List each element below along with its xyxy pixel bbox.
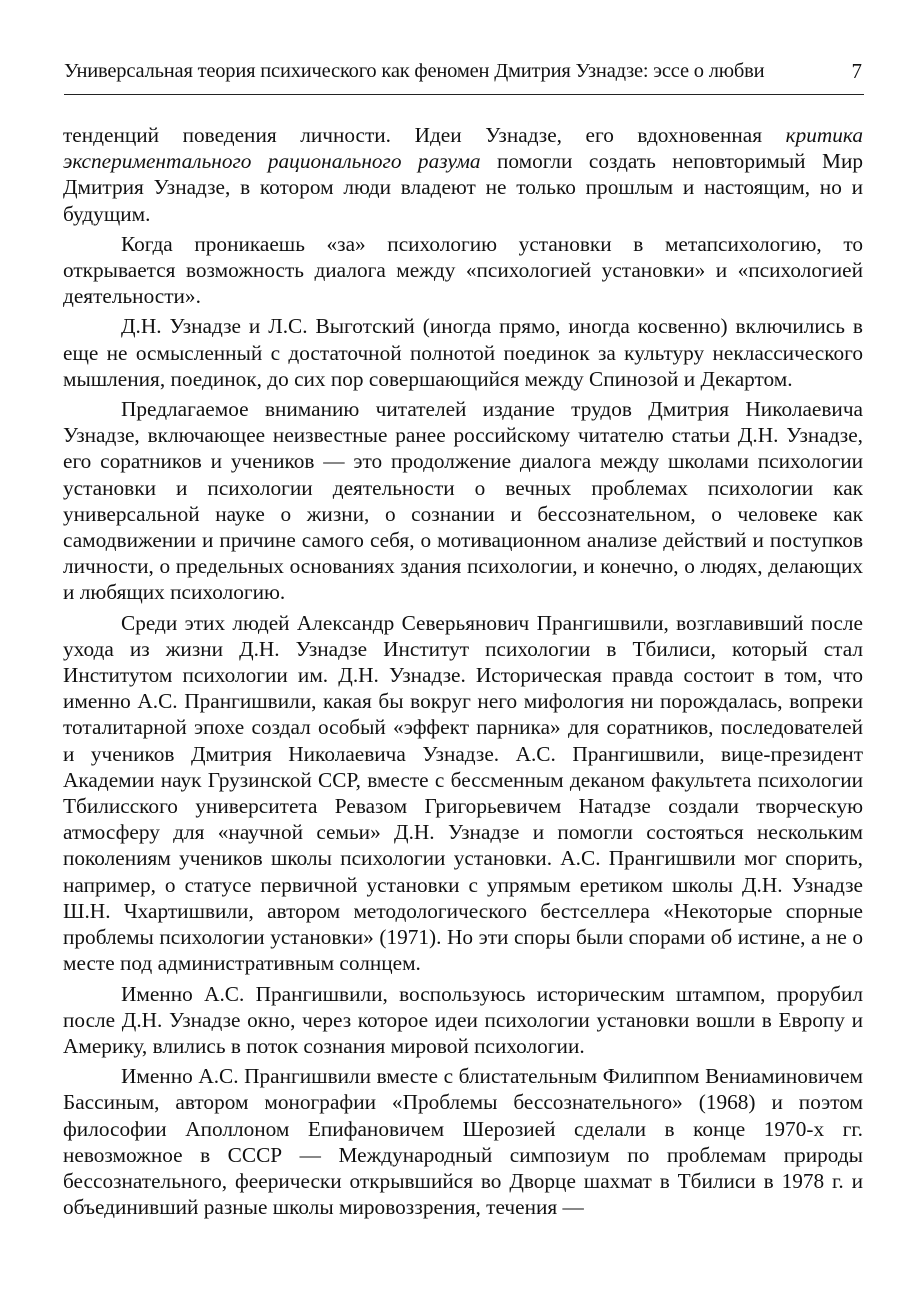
- running-header: [64, 58, 864, 95]
- paragraph: Именно А.С. Прангишвили вместе с блистательным Филиппом Вениаминовичем Бассиным, автором монографии «Проблемы бессознательного» (1968) и поэтом философии Аполлоном Епифановичем Шерозией сделали в конце 1970-х гг. невозможное в СССР — Международный симпозиум по проблемам природы бессознательного, феерически открывшийся во Дворце шахмат в Тбилиси в 1978 г. и объединивший разные школы мировоззрения, течения —: [63, 1064, 863, 1220]
- paragraph: Среди этих людей Александр Северьянович Прангишвили, возглавивший после ухода из жизни Д.Н. Узнадзе Институт психологии в Тбилиси, который стал Институтом психологии им. Д.Н. Узнадзе. Историческая правда состоит в том, что именно А.С. Прангишвили, какая бы вокруг него мифология ни порождалась, вопреки тоталитарной эпохе создал особый «эффект парника» для соратников, последователей и учеников Дмитрия Николаевича Узнадзе. А.С. Прангишвили, вице-президент Академии наук Грузинской ССР, вместе с бессменным деканом факультета психологии Тбилисского университета Ревазом Григорьевичем Натадзе создали творческую атмосферу для «научной семьи» Д.Н. Узнадзе и помогли состояться нескольким поколениям учеников школы психологии установки. А.С. Прангишвили мог спорить, например, о статусе первичной установки с упрямым еретиком школы Д.Н. Узнадзе Ш.Н. Чхартишвили, автором методологического бестселлера «Некоторые спорные проблемы психологии установки» (1971). Но эти споры были спорами об истине, а не о месте под административным солнцем.: [63, 610, 863, 976]
- paragraph: [63, 122, 863, 227]
- page-number: 7: [851, 59, 862, 83]
- paragraph: Д.Н. Узнадзе и Л.С. Выготский (иногда прямо, иногда косвенно) включились в еще не осмысленный с достаточной полнотой поединок за культуру неклассического мышления, поединок, до сих пор совершающийся между Спинозой и Декартом.: [63, 314, 863, 391]
- body-text: [63, 122, 863, 1220]
- running-title: Универсальная теория психического как феномен Дмитрия Узнадзе: эссе о любви: [64, 60, 765, 82]
- paragraph-text: тенденций поведения личности. Идеи Узнадзе, его вдохновенная: [63, 123, 786, 147]
- paragraph: Предлагаемое вниманию читателей издание трудов Дмитрия Николаевича Узнадзе, включающее неизвестные ранее российскому читателю статьи Д.Н. Узнадзе, его соратников и учеников — это продолжение диалога между школами психологии установки и психологии деятельности о вечных проблемах психологии как универсальной науке о жизни, о сознании и бессознательном, о человеке как самодвижении и причине самого себя, о мотивационном анализе действий и поступков личности, о предельных основаниях здания психологии, и конечно, о людях, делающих и любящих психологию.: [63, 397, 863, 605]
- paragraph-text: помогли создать неповторимый Мир Дмитрия Узнадзе, в котором люди владеют не только прошлым и настоящим, но и будущим.: [63, 149, 863, 226]
- italic-phrase: критика экспериментального рационального разума: [63, 123, 863, 174]
- paragraph: Когда проникаешь «за» психологию установки в метапсихологию, то открывается возможность диалога между «психологией установки» и «психологией деятельности».: [63, 231, 863, 309]
- paragraph: Именно А.С. Прангишвили, воспользуюсь историческим штампом, прорубил после Д.Н. Узнадзе окно, через которое идеи психологии установки вошли в Европу и Америку, влились в поток сознания мировой психологии.: [63, 981, 863, 1058]
